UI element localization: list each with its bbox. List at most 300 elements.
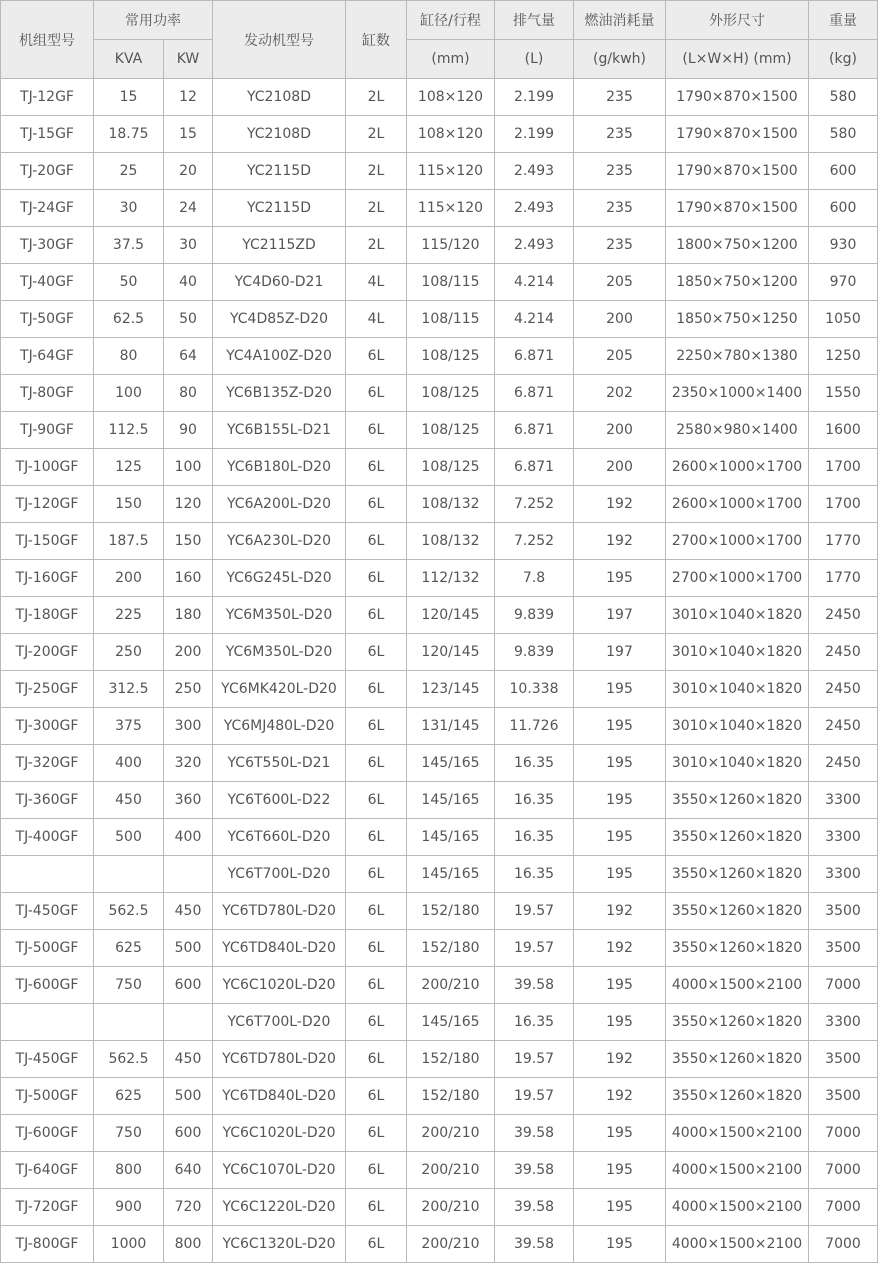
cell-fuel-consumption: 195 <box>574 708 666 745</box>
cell-kw: 30 <box>164 227 213 264</box>
cell-bore-stroke: 152/180 <box>407 893 495 930</box>
cell-cylinders: 6L <box>346 708 407 745</box>
cell-weight: 1250 <box>809 338 878 375</box>
table-row <box>1 597 878 634</box>
cell-weight: 3500 <box>809 893 878 930</box>
cell-weight: 600 <box>809 153 878 190</box>
cell-bore-stroke: 152/180 <box>407 1041 495 1078</box>
cell-bore-stroke: 131/145 <box>407 708 495 745</box>
cell-unit-model: TJ-80GF <box>1 375 94 412</box>
cell-kva: 312.5 <box>94 671 164 708</box>
cell-kw: 400 <box>164 819 213 856</box>
cell-displacement: 7.252 <box>495 486 574 523</box>
cell-unit-model: TJ-64GF <box>1 338 94 375</box>
cell-fuel-consumption: 235 <box>574 116 666 153</box>
cell-displacement: 39.58 <box>495 1226 574 1263</box>
cell-kw: 180 <box>164 597 213 634</box>
cell-cylinders: 6L <box>346 1189 407 1226</box>
cell-dimensions: 1850×750×1200 <box>666 264 809 301</box>
cell-fuel-consumption: 192 <box>574 523 666 560</box>
cell-displacement: 6.871 <box>495 338 574 375</box>
cell-unit-model: TJ-15GF <box>1 116 94 153</box>
cell-kw: 120 <box>164 486 213 523</box>
cell-cylinders: 6L <box>346 930 407 967</box>
cell-kw: 64 <box>164 338 213 375</box>
cell-kva: 125 <box>94 449 164 486</box>
cell-cylinders: 6L <box>346 671 407 708</box>
cell-weight: 1050 <box>809 301 878 338</box>
cell-kva: 50 <box>94 264 164 301</box>
cell-dimensions: 2580×980×1400 <box>666 412 809 449</box>
cell-weight: 3500 <box>809 1041 878 1078</box>
cell-kw: 24 <box>164 190 213 227</box>
cell-weight: 2450 <box>809 597 878 634</box>
cell-weight: 7000 <box>809 1152 878 1189</box>
table-row <box>1 745 878 782</box>
table-row <box>1 671 878 708</box>
cell-cylinders: 2L <box>346 79 407 116</box>
cell-cylinders: 6L <box>346 449 407 486</box>
cell-dimensions: 3010×1040×1820 <box>666 745 809 782</box>
table-row <box>1 893 878 930</box>
cell-dimensions: 3550×1260×1820 <box>666 1078 809 1115</box>
cell-bore-stroke: 145/165 <box>407 782 495 819</box>
cell-cylinders: 6L <box>346 893 407 930</box>
cell-bore-stroke: 115×120 <box>407 190 495 227</box>
cell-kva: 562.5 <box>94 1041 164 1078</box>
cell-engine-model: YC6C1220L-D20 <box>213 1189 346 1226</box>
cell-dimensions: 2350×1000×1400 <box>666 375 809 412</box>
cell-cylinders: 6L <box>346 375 407 412</box>
cell-weight: 3300 <box>809 1004 878 1041</box>
cell-kw: 450 <box>164 893 213 930</box>
cell-unit-model: TJ-200GF <box>1 634 94 671</box>
cell-engine-model: YC6TD840L-D20 <box>213 930 346 967</box>
cell-displacement: 19.57 <box>495 930 574 967</box>
cell-cylinders: 6L <box>346 523 407 560</box>
cell-engine-model: YC6MJ480L-D20 <box>213 708 346 745</box>
cell-fuel-consumption: 192 <box>574 1078 666 1115</box>
header-cylinders: 缸数 <box>346 1 407 79</box>
cell-unit-model: TJ-12GF <box>1 79 94 116</box>
cell-displacement: 39.58 <box>495 1152 574 1189</box>
cell-displacement: 6.871 <box>495 412 574 449</box>
cell-kva: 80 <box>94 338 164 375</box>
cell-engine-model: YC6A230L-D20 <box>213 523 346 560</box>
cell-dimensions: 1850×750×1250 <box>666 301 809 338</box>
cell-unit-model: TJ-50GF <box>1 301 94 338</box>
cell-fuel-consumption: 195 <box>574 1152 666 1189</box>
cell-engine-model: YC6C1320L-D20 <box>213 1226 346 1263</box>
cell-fuel-consumption: 235 <box>574 227 666 264</box>
cell-cylinders: 6L <box>346 1226 407 1263</box>
table-row <box>1 708 878 745</box>
cell-displacement: 7.252 <box>495 523 574 560</box>
cell-displacement: 19.57 <box>495 1041 574 1078</box>
table-row <box>1 1152 878 1189</box>
cell-bore-stroke: 108/125 <box>407 412 495 449</box>
cell-kva: 225 <box>94 597 164 634</box>
header-bore-stroke-unit: (mm) <box>407 40 495 79</box>
cell-kw: 300 <box>164 708 213 745</box>
cell-kw: 40 <box>164 264 213 301</box>
cell-weight: 1600 <box>809 412 878 449</box>
cell-engine-model: YC6G245L-D20 <box>213 560 346 597</box>
cell-bore-stroke: 152/180 <box>407 1078 495 1115</box>
cell-fuel-consumption: 195 <box>574 967 666 1004</box>
cell-kva: 375 <box>94 708 164 745</box>
cell-unit-model: TJ-500GF <box>1 930 94 967</box>
cell-unit-model: TJ-90GF <box>1 412 94 449</box>
cell-kva: 750 <box>94 1115 164 1152</box>
cell-fuel-consumption: 205 <box>574 338 666 375</box>
cell-bore-stroke: 120/145 <box>407 634 495 671</box>
cell-kw: 500 <box>164 1078 213 1115</box>
cell-cylinders: 6L <box>346 1004 407 1041</box>
cell-engine-model: YC6C1020L-D20 <box>213 967 346 1004</box>
table-row <box>1 116 878 153</box>
cell-engine-model: YC6MK420L-D20 <box>213 671 346 708</box>
cell-kva <box>94 1004 164 1041</box>
cell-fuel-consumption: 235 <box>574 79 666 116</box>
cell-dimensions: 4000×1500×2100 <box>666 1189 809 1226</box>
cell-fuel-consumption: 197 <box>574 597 666 634</box>
cell-weight: 2450 <box>809 745 878 782</box>
cell-displacement: 2.493 <box>495 227 574 264</box>
header-dimensions: 外形尺寸 <box>666 1 809 40</box>
cell-displacement: 6.871 <box>495 375 574 412</box>
cell-bore-stroke: 200/210 <box>407 967 495 1004</box>
table-row <box>1 930 878 967</box>
cell-fuel-consumption: 205 <box>574 264 666 301</box>
cell-displacement: 11.726 <box>495 708 574 745</box>
cell-kw <box>164 856 213 893</box>
cell-cylinders: 6L <box>346 967 407 1004</box>
cell-dimensions: 4000×1500×2100 <box>666 1152 809 1189</box>
cell-fuel-consumption: 235 <box>574 153 666 190</box>
cell-displacement: 9.839 <box>495 634 574 671</box>
cell-kva: 800 <box>94 1152 164 1189</box>
cell-kw: 800 <box>164 1226 213 1263</box>
cell-kw: 100 <box>164 449 213 486</box>
cell-engine-model: YC6A200L-D20 <box>213 486 346 523</box>
cell-weight: 3500 <box>809 930 878 967</box>
cell-dimensions: 2600×1000×1700 <box>666 486 809 523</box>
table-row <box>1 264 878 301</box>
cell-unit-model: TJ-450GF <box>1 893 94 930</box>
cell-unit-model: TJ-320GF <box>1 745 94 782</box>
cell-unit-model: TJ-600GF <box>1 967 94 1004</box>
cell-cylinders: 6L <box>346 1115 407 1152</box>
cell-bore-stroke: 108/125 <box>407 449 495 486</box>
cell-fuel-consumption: 200 <box>574 301 666 338</box>
cell-kw: 15 <box>164 116 213 153</box>
cell-kva <box>94 856 164 893</box>
cell-bore-stroke: 112/132 <box>407 560 495 597</box>
cell-displacement: 19.57 <box>495 893 574 930</box>
cell-fuel-consumption: 195 <box>574 782 666 819</box>
cell-kw: 360 <box>164 782 213 819</box>
header-bore-stroke: 缸径/行程 <box>407 1 495 40</box>
cell-kva: 150 <box>94 486 164 523</box>
cell-cylinders: 6L <box>346 1041 407 1078</box>
cell-engine-model: YC6C1020L-D20 <box>213 1115 346 1152</box>
cell-unit-model: TJ-180GF <box>1 597 94 634</box>
cell-cylinders: 6L <box>346 856 407 893</box>
cell-unit-model: TJ-600GF <box>1 1115 94 1152</box>
cell-fuel-consumption: 195 <box>574 856 666 893</box>
table-row <box>1 1078 878 1115</box>
cell-dimensions: 4000×1500×2100 <box>666 967 809 1004</box>
cell-kva: 250 <box>94 634 164 671</box>
cell-dimensions: 2600×1000×1700 <box>666 449 809 486</box>
cell-cylinders: 6L <box>346 412 407 449</box>
cell-kva: 30 <box>94 190 164 227</box>
cell-weight: 3300 <box>809 782 878 819</box>
cell-kva: 750 <box>94 967 164 1004</box>
cell-bore-stroke: 108×120 <box>407 79 495 116</box>
cell-cylinders: 2L <box>346 227 407 264</box>
cell-cylinders: 6L <box>346 338 407 375</box>
table-row <box>1 486 878 523</box>
cell-weight: 1700 <box>809 449 878 486</box>
cell-displacement: 39.58 <box>495 1115 574 1152</box>
table-row <box>1 560 878 597</box>
cell-weight: 1770 <box>809 523 878 560</box>
cell-fuel-consumption: 195 <box>574 1004 666 1041</box>
cell-engine-model: YC6T660L-D20 <box>213 819 346 856</box>
cell-kva: 18.75 <box>94 116 164 153</box>
cell-cylinders: 6L <box>346 1152 407 1189</box>
cell-unit-model: TJ-400GF <box>1 819 94 856</box>
cell-weight: 7000 <box>809 1115 878 1152</box>
cell-engine-model: YC6B180L-D20 <box>213 449 346 486</box>
cell-kw: 200 <box>164 634 213 671</box>
cell-displacement: 16.35 <box>495 745 574 782</box>
cell-engine-model: YC6B155L-D21 <box>213 412 346 449</box>
table-row <box>1 523 878 560</box>
cell-kw: 12 <box>164 79 213 116</box>
cell-engine-model: YC4A100Z-D20 <box>213 338 346 375</box>
cell-fuel-consumption: 197 <box>574 634 666 671</box>
table-row <box>1 1226 878 1263</box>
header-kva: KVA <box>94 40 164 79</box>
cell-bore-stroke: 108/115 <box>407 264 495 301</box>
cell-fuel-consumption: 195 <box>574 560 666 597</box>
cell-bore-stroke: 152/180 <box>407 930 495 967</box>
cell-displacement: 2.493 <box>495 190 574 227</box>
cell-displacement: 7.8 <box>495 560 574 597</box>
cell-bore-stroke: 108/115 <box>407 301 495 338</box>
header-displacement-unit: (L) <box>495 40 574 79</box>
cell-fuel-consumption: 195 <box>574 745 666 782</box>
cell-displacement: 16.35 <box>495 1004 574 1041</box>
cell-engine-model: YC6T600L-D22 <box>213 782 346 819</box>
cell-cylinders: 6L <box>346 597 407 634</box>
cell-engine-model: YC2108D <box>213 116 346 153</box>
cell-cylinders: 6L <box>346 560 407 597</box>
cell-displacement: 4.214 <box>495 301 574 338</box>
cell-cylinders: 6L <box>346 745 407 782</box>
cell-dimensions: 3010×1040×1820 <box>666 597 809 634</box>
cell-fuel-consumption: 192 <box>574 486 666 523</box>
cell-fuel-consumption: 192 <box>574 930 666 967</box>
cell-engine-model: YC6T700L-D20 <box>213 1004 346 1041</box>
cell-unit-model <box>1 1004 94 1041</box>
cell-kw: 150 <box>164 523 213 560</box>
cell-dimensions: 4000×1500×2100 <box>666 1226 809 1263</box>
cell-dimensions: 3550×1260×1820 <box>666 1004 809 1041</box>
cell-cylinders: 2L <box>346 116 407 153</box>
table-row <box>1 153 878 190</box>
cell-fuel-consumption: 202 <box>574 375 666 412</box>
cell-weight: 3500 <box>809 1078 878 1115</box>
cell-dimensions: 3550×1260×1820 <box>666 856 809 893</box>
cell-engine-model: YC2115ZD <box>213 227 346 264</box>
cell-engine-model: YC6B135Z-D20 <box>213 375 346 412</box>
cell-weight: 3300 <box>809 856 878 893</box>
table-row <box>1 449 878 486</box>
table-row <box>1 190 878 227</box>
cell-bore-stroke: 145/165 <box>407 819 495 856</box>
header-prime-power: 常用功率 <box>94 1 213 40</box>
cell-kw: 250 <box>164 671 213 708</box>
header-kw: KW <box>164 40 213 79</box>
cell-unit-model: TJ-360GF <box>1 782 94 819</box>
cell-weight: 580 <box>809 116 878 153</box>
cell-displacement: 4.214 <box>495 264 574 301</box>
cell-bore-stroke: 108/125 <box>407 375 495 412</box>
cell-dimensions: 1790×870×1500 <box>666 116 809 153</box>
cell-displacement: 16.35 <box>495 856 574 893</box>
cell-dimensions: 1790×870×1500 <box>666 153 809 190</box>
cell-bore-stroke: 145/165 <box>407 1004 495 1041</box>
cell-kw: 450 <box>164 1041 213 1078</box>
cell-unit-model: TJ-100GF <box>1 449 94 486</box>
cell-weight: 7000 <box>809 967 878 1004</box>
cell-kva: 625 <box>94 1078 164 1115</box>
cell-dimensions: 3550×1260×1820 <box>666 819 809 856</box>
header-weight: 重量 <box>809 1 878 40</box>
cell-fuel-consumption: 200 <box>574 412 666 449</box>
cell-dimensions: 3550×1260×1820 <box>666 782 809 819</box>
table-row <box>1 634 878 671</box>
cell-fuel-consumption: 235 <box>574 190 666 227</box>
cell-kw: 90 <box>164 412 213 449</box>
cell-cylinders: 4L <box>346 264 407 301</box>
cell-engine-model: YC4D85Z-D20 <box>213 301 346 338</box>
cell-kva: 450 <box>94 782 164 819</box>
cell-weight: 3300 <box>809 819 878 856</box>
cell-fuel-consumption: 200 <box>574 449 666 486</box>
cell-fuel-consumption: 195 <box>574 1226 666 1263</box>
cell-kw: 600 <box>164 967 213 1004</box>
cell-bore-stroke: 108/125 <box>407 338 495 375</box>
cell-kva: 25 <box>94 153 164 190</box>
cell-dimensions: 2250×780×1380 <box>666 338 809 375</box>
table-row <box>1 79 878 116</box>
cell-engine-model: YC6C1070L-D20 <box>213 1152 346 1189</box>
cell-kw: 600 <box>164 1115 213 1152</box>
cell-weight: 2450 <box>809 671 878 708</box>
cell-cylinders: 6L <box>346 819 407 856</box>
header-weight-unit: (kg) <box>809 40 878 79</box>
cell-kva: 200 <box>94 560 164 597</box>
header-displacement: 排气量 <box>495 1 574 40</box>
cell-weight: 970 <box>809 264 878 301</box>
cell-cylinders: 4L <box>346 301 407 338</box>
cell-engine-model: YC6TD780L-D20 <box>213 1041 346 1078</box>
cell-weight: 1550 <box>809 375 878 412</box>
cell-bore-stroke: 115×120 <box>407 153 495 190</box>
cell-dimensions: 1790×870×1500 <box>666 79 809 116</box>
table-row <box>1 967 878 1004</box>
cell-dimensions: 1790×870×1500 <box>666 190 809 227</box>
cell-dimensions: 1800×750×1200 <box>666 227 809 264</box>
cell-weight: 930 <box>809 227 878 264</box>
cell-dimensions: 3550×1260×1820 <box>666 930 809 967</box>
cell-kva: 62.5 <box>94 301 164 338</box>
table-row <box>1 782 878 819</box>
cell-engine-model: YC6T550L-D21 <box>213 745 346 782</box>
cell-dimensions: 3010×1040×1820 <box>666 671 809 708</box>
cell-unit-model <box>1 856 94 893</box>
cell-kw: 640 <box>164 1152 213 1189</box>
cell-displacement: 39.58 <box>495 967 574 1004</box>
cell-unit-model: TJ-150GF <box>1 523 94 560</box>
cell-kw <box>164 1004 213 1041</box>
cell-displacement: 2.199 <box>495 116 574 153</box>
cell-bore-stroke: 108/132 <box>407 486 495 523</box>
cell-displacement: 16.35 <box>495 782 574 819</box>
cell-bore-stroke: 123/145 <box>407 671 495 708</box>
cell-unit-model: TJ-720GF <box>1 1189 94 1226</box>
cell-engine-model: YC2108D <box>213 79 346 116</box>
cell-unit-model: TJ-250GF <box>1 671 94 708</box>
table-row <box>1 856 878 893</box>
cell-weight: 2450 <box>809 708 878 745</box>
cell-unit-model: TJ-20GF <box>1 153 94 190</box>
cell-dimensions: 3550×1260×1820 <box>666 893 809 930</box>
cell-unit-model: TJ-500GF <box>1 1078 94 1115</box>
cell-weight: 1770 <box>809 560 878 597</box>
cell-engine-model: YC6M350L-D20 <box>213 634 346 671</box>
cell-kva: 400 <box>94 745 164 782</box>
cell-dimensions: 4000×1500×2100 <box>666 1115 809 1152</box>
cell-displacement: 2.493 <box>495 153 574 190</box>
cell-kva: 187.5 <box>94 523 164 560</box>
cell-kva: 15 <box>94 79 164 116</box>
table-row <box>1 1189 878 1226</box>
cell-fuel-consumption: 192 <box>574 893 666 930</box>
cell-kva: 1000 <box>94 1226 164 1263</box>
cell-unit-model: TJ-300GF <box>1 708 94 745</box>
header-unit-model: 机组型号 <box>1 1 94 79</box>
cell-engine-model: YC6M350L-D20 <box>213 597 346 634</box>
cell-unit-model: TJ-450GF <box>1 1041 94 1078</box>
cell-displacement: 2.199 <box>495 79 574 116</box>
cell-bore-stroke: 200/210 <box>407 1152 495 1189</box>
cell-bore-stroke: 145/165 <box>407 745 495 782</box>
cell-cylinders: 6L <box>346 634 407 671</box>
cell-fuel-consumption: 192 <box>574 1041 666 1078</box>
cell-dimensions: 3550×1260×1820 <box>666 1041 809 1078</box>
cell-unit-model: TJ-120GF <box>1 486 94 523</box>
cell-weight: 1700 <box>809 486 878 523</box>
cell-bore-stroke: 115/120 <box>407 227 495 264</box>
cell-weight: 7000 <box>809 1189 878 1226</box>
cell-kw: 20 <box>164 153 213 190</box>
